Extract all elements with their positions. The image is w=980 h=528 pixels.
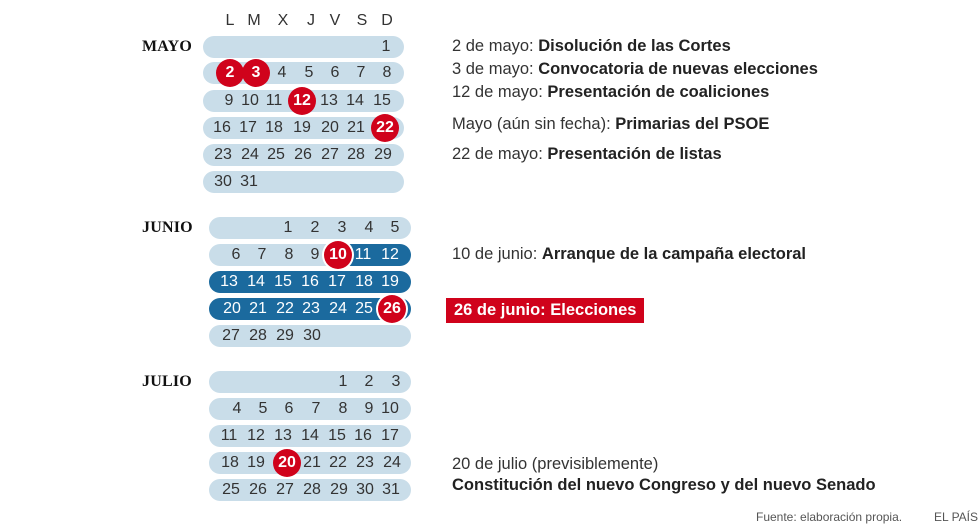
weekday-s: S <box>356 12 368 29</box>
calendar-day: 13 <box>274 427 292 444</box>
event-item <box>452 455 658 474</box>
event-item <box>452 60 818 79</box>
calendar-day: 12 <box>381 246 399 263</box>
calendar-day: 17 <box>328 273 346 290</box>
weekday-l: L <box>225 12 235 29</box>
event-date: Mayo (aún sin fecha): <box>452 115 616 133</box>
calendar-day: 5 <box>258 400 268 417</box>
calendar-day: 6 <box>231 246 241 263</box>
calendar-day: 7 <box>311 400 321 417</box>
calendar-day: 23 <box>302 300 320 317</box>
event-item <box>452 145 722 164</box>
calendar-day: 3 <box>337 219 347 236</box>
calendar-day: 20 <box>223 300 241 317</box>
calendar-day: 23 <box>214 146 232 163</box>
calendar-day: 26 <box>294 146 312 163</box>
weekday-v: V <box>329 12 341 29</box>
marked-day: 22 <box>372 117 398 139</box>
event-date: 10 de junio: <box>452 245 542 263</box>
calendar-day: 25 <box>267 146 285 163</box>
event-title: Disolución de las Cortes <box>538 37 731 55</box>
calendar-day: 12 <box>247 427 265 444</box>
weekday-m: M <box>247 12 261 29</box>
calendar-day: 13 <box>220 273 238 290</box>
calendar-day: 5 <box>304 64 314 81</box>
event-item <box>452 83 769 102</box>
marked-day: 20 <box>274 452 300 474</box>
calendar-day: 21 <box>303 454 321 471</box>
calendar-day: 19 <box>247 454 265 471</box>
event-date: 3 de mayo: <box>452 60 539 78</box>
event-date: 12 de mayo: <box>452 83 548 101</box>
calendar-day: 31 <box>382 481 400 498</box>
calendar-day: 18 <box>221 454 239 471</box>
event-date: 22 de mayo: <box>452 145 548 163</box>
marked-day: 10 <box>325 244 351 266</box>
calendar-day: 6 <box>330 64 340 81</box>
calendar-day: 16 <box>301 273 319 290</box>
calendar-day: 11 <box>220 427 238 444</box>
event-title: Constitución del nuevo Congreso y del nuevo Senado <box>452 476 876 494</box>
calendar-day: 27 <box>321 146 339 163</box>
calendar-day: 2 <box>310 219 320 236</box>
month-label-mayo: MAYO <box>142 38 192 55</box>
calendar-day: 25 <box>222 481 240 498</box>
calendar-day: 30 <box>214 173 232 190</box>
calendar-day: 10 <box>381 400 399 417</box>
calendar-day: 1 <box>283 219 293 236</box>
month-label-junio: JUNIO <box>142 219 193 236</box>
election-day-highlight: 26 de junio: Elecciones <box>446 298 644 323</box>
calendar-day: 6 <box>284 400 294 417</box>
calendar-day: 7 <box>257 246 267 263</box>
marked-day: 12 <box>289 90 315 112</box>
calendar-day: 19 <box>381 273 399 290</box>
calendar-day: 24 <box>329 300 347 317</box>
calendar-day: 11 <box>354 246 372 263</box>
calendar-day: 11 <box>265 92 283 109</box>
event-title: Presentación de listas <box>547 145 722 163</box>
calendar-day: 28 <box>303 481 321 498</box>
calendar-day: 1 <box>381 38 391 55</box>
calendar-day: 19 <box>293 119 311 136</box>
calendar-day: 10 <box>241 92 259 109</box>
calendar-day: 3 <box>391 373 401 390</box>
calendar-day: 26 <box>249 481 267 498</box>
calendar-day: 4 <box>232 400 242 417</box>
calendar-day: 27 <box>222 327 240 344</box>
source-note: Fuente: elaboración propia. <box>756 510 903 524</box>
calendar-day: 2 <box>364 373 374 390</box>
calendar-day: 30 <box>303 327 321 344</box>
calendar-day: 22 <box>329 454 347 471</box>
month-label-julio: JULIO <box>142 373 192 390</box>
calendar-day: 5 <box>390 219 400 236</box>
calendar-day: 21 <box>249 300 267 317</box>
marked-day: 26 <box>379 298 405 320</box>
calendar-day: 18 <box>265 119 283 136</box>
calendar-day: 29 <box>276 327 294 344</box>
calendar-day: 14 <box>346 92 364 109</box>
calendar-day: 16 <box>354 427 372 444</box>
calendar-day: 24 <box>241 146 259 163</box>
calendar-day: 15 <box>328 427 346 444</box>
calendar-day: 30 <box>356 481 374 498</box>
calendar-day: 21 <box>347 119 365 136</box>
calendar-day: 17 <box>381 427 399 444</box>
weekday-j: J <box>307 12 315 29</box>
calendar-day: 31 <box>240 173 258 190</box>
calendar-day: 9 <box>224 92 234 109</box>
calendar-day: 22 <box>276 300 294 317</box>
marked-day: 3 <box>243 62 269 84</box>
event-date: 20 de julio (previsiblemente) <box>452 455 659 473</box>
calendar-day: 29 <box>330 481 348 498</box>
calendar-day: 25 <box>355 300 373 317</box>
calendar-day: 7 <box>356 64 366 81</box>
event-title: Primarias del PSOE <box>615 115 770 133</box>
calendar-day: 4 <box>277 64 287 81</box>
calendar-day: 15 <box>274 273 292 290</box>
calendar-day: 20 <box>321 119 339 136</box>
event-item <box>452 37 731 56</box>
marked-day: 2 <box>217 62 243 84</box>
event-item-title <box>452 476 876 495</box>
calendar-day: 1 <box>338 373 348 390</box>
calendar-day: 28 <box>347 146 365 163</box>
calendar-day: 8 <box>284 246 294 263</box>
event-title: Arranque de la campaña electoral <box>541 245 807 263</box>
brand-logo-text: EL PAÍS <box>934 510 979 524</box>
calendar-day: 9 <box>364 400 374 417</box>
weekday-d: D <box>381 12 393 29</box>
calendar-day: 24 <box>383 454 401 471</box>
weekday-x: X <box>277 12 289 29</box>
event-item <box>452 115 769 134</box>
calendar-day: 13 <box>320 92 338 109</box>
calendar-day: 16 <box>213 119 231 136</box>
calendar-day: 18 <box>355 273 373 290</box>
calendar-day: 8 <box>382 64 392 81</box>
calendar-day: 23 <box>356 454 374 471</box>
event-item <box>452 245 806 264</box>
calendar-day: 9 <box>310 246 320 263</box>
calendar-day: 15 <box>373 92 391 109</box>
calendar-day: 27 <box>276 481 294 498</box>
calendar-day: 17 <box>239 119 257 136</box>
event-title: Convocatoria de nuevas elecciones <box>538 60 818 78</box>
calendar-day: 14 <box>247 273 265 290</box>
calendar-day: 4 <box>364 219 374 236</box>
calendar-day: 14 <box>301 427 319 444</box>
calendar-day: 29 <box>374 146 392 163</box>
calendar-day: 28 <box>249 327 267 344</box>
calendar-day: 8 <box>338 400 348 417</box>
event-title: Presentación de coaliciones <box>547 83 770 101</box>
event-date: 2 de mayo: <box>452 37 539 55</box>
